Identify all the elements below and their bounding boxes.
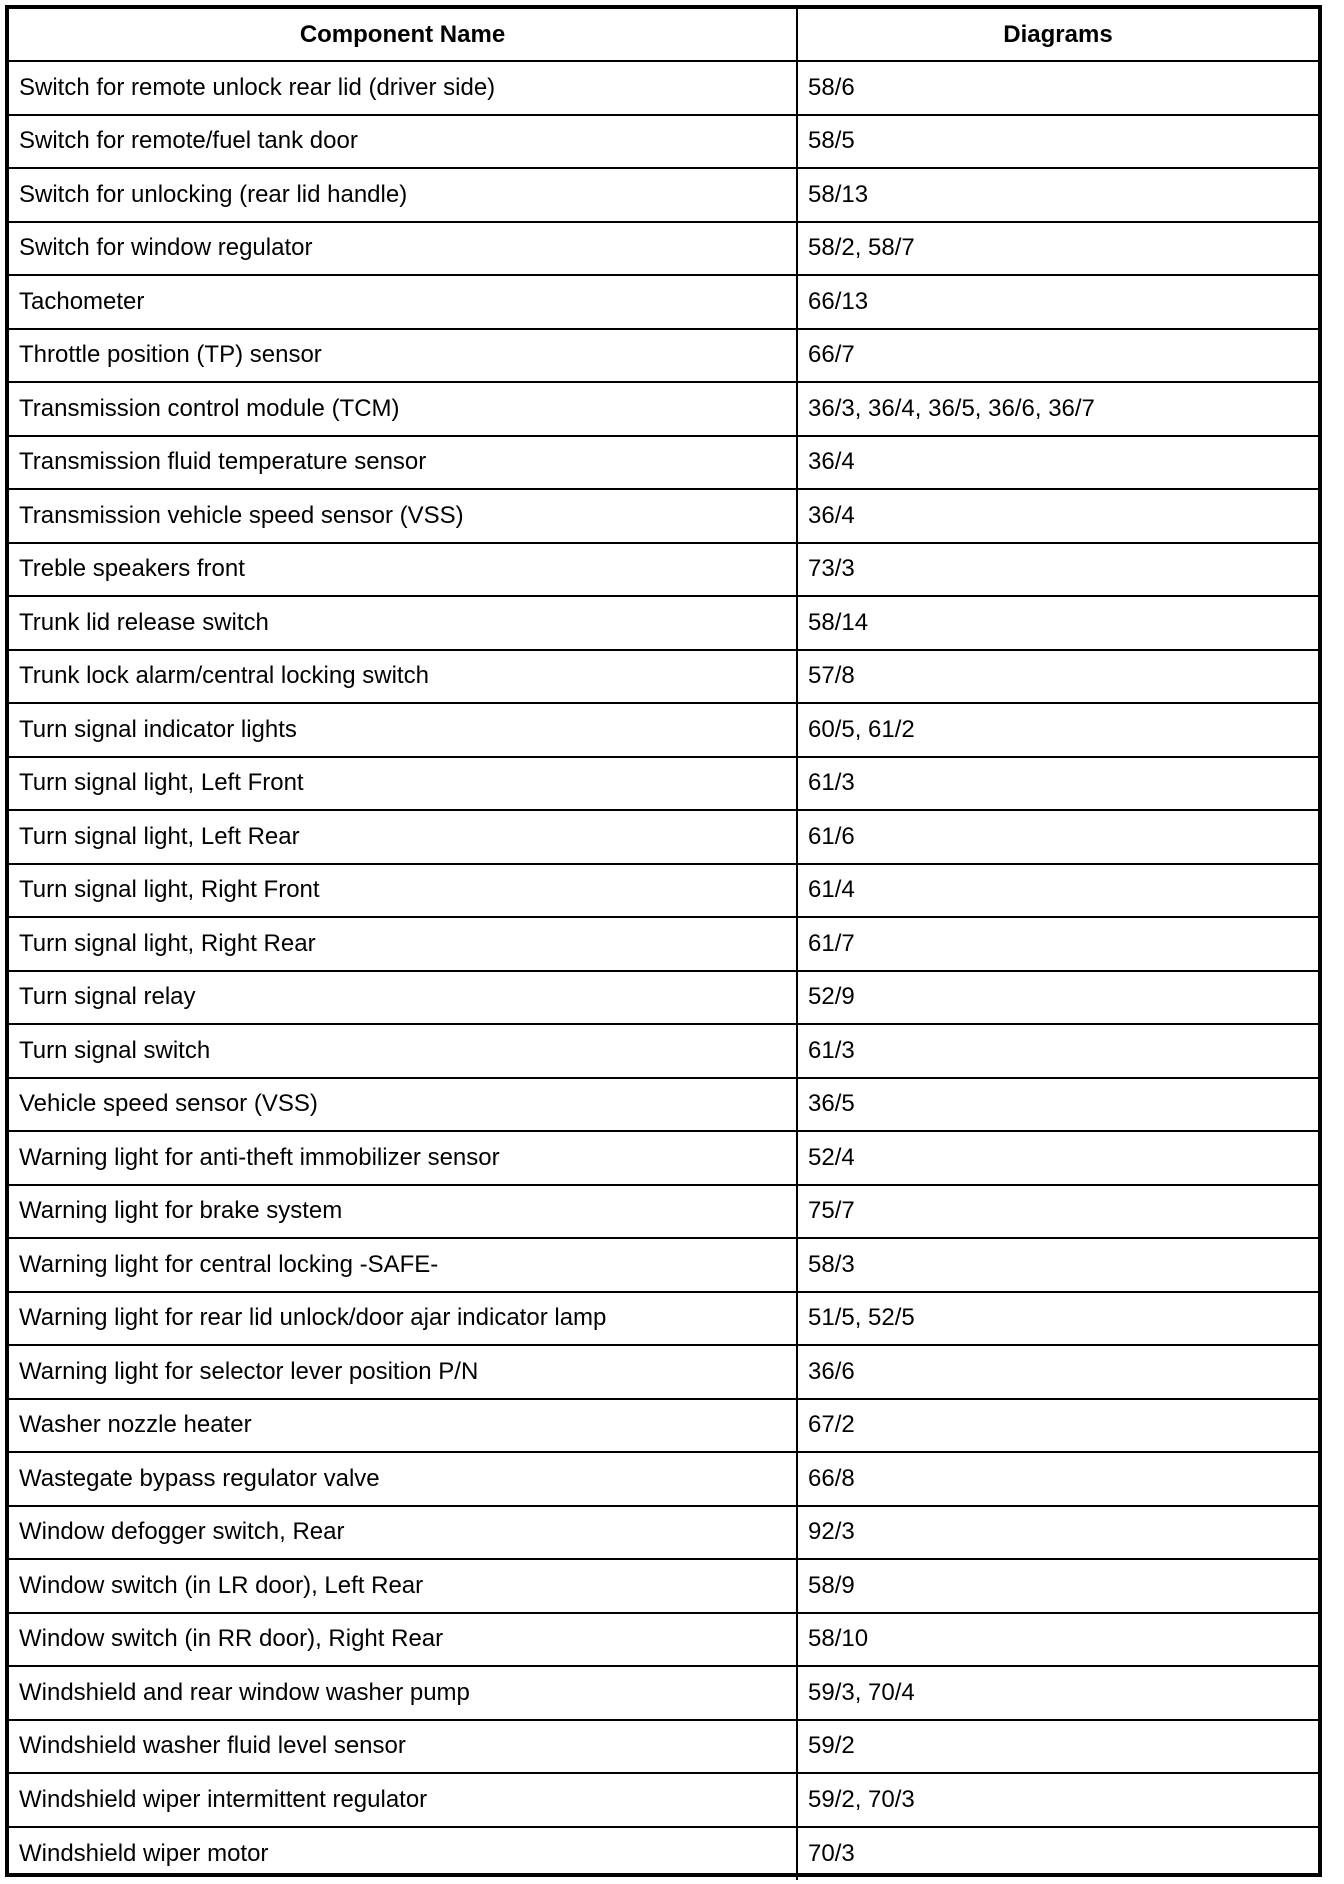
component-name-cell: Transmission control module (TCM)	[9, 382, 797, 436]
table-row	[9, 971, 1318, 1025]
table-row	[9, 1452, 1318, 1506]
table-row	[9, 489, 1318, 543]
diagrams-cell: 59/2	[797, 1720, 1318, 1774]
component-name-cell: Windshield washer fluid level sensor	[9, 1720, 797, 1774]
component-name-cell: Treble speakers front	[9, 543, 797, 597]
diagrams-cell: 66/8	[797, 1452, 1318, 1506]
diagrams-cell: 70/3	[797, 1827, 1318, 1881]
diagrams-cell: 59/2, 70/3	[797, 1773, 1318, 1827]
component-name-cell: Turn signal switch	[9, 1024, 797, 1078]
table-row	[9, 596, 1318, 650]
table-row	[9, 757, 1318, 811]
component-name-cell: Transmission vehicle speed sensor (VSS)	[9, 489, 797, 543]
component-name-cell: Warning light for rear lid unlock/door ajar indicator lamp	[9, 1292, 797, 1346]
component-name-cell: Turn signal light, Right Front	[9, 864, 797, 918]
component-name-cell: Turn signal indicator lights	[9, 703, 797, 757]
diagrams-cell: 58/9	[797, 1559, 1318, 1613]
component-name-cell: Trunk lid release switch	[9, 596, 797, 650]
table-row	[9, 1345, 1318, 1399]
table-header-row	[9, 9, 1318, 61]
table-row	[9, 1399, 1318, 1453]
table-row	[9, 1292, 1318, 1346]
table-body	[9, 61, 1318, 1880]
diagrams-cell: 36/6	[797, 1345, 1318, 1399]
diagrams-cell: 67/2	[797, 1399, 1318, 1453]
component-name-cell: Wastegate bypass regulator valve	[9, 1452, 797, 1506]
table-row	[9, 1613, 1318, 1667]
table-row	[9, 222, 1318, 276]
component-name-cell: Switch for unlocking (rear lid handle)	[9, 168, 797, 222]
component-name-cell: Throttle position (TP) sensor	[9, 329, 797, 383]
diagrams-cell: 58/13	[797, 168, 1318, 222]
component-name-cell: Trunk lock alarm/central locking switch	[9, 650, 797, 704]
table-row	[9, 275, 1318, 329]
diagrams-cell: 60/5, 61/2	[797, 703, 1318, 757]
component-name-cell: Transmission fluid temperature sensor	[9, 436, 797, 490]
diagrams-cell: 52/4	[797, 1131, 1318, 1185]
component-diagram-table	[9, 9, 1318, 1880]
component-name-cell: Window switch (in RR door), Right Rear	[9, 1613, 797, 1667]
diagrams-cell: 57/8	[797, 650, 1318, 704]
diagrams-cell: 61/4	[797, 864, 1318, 918]
component-name-cell: Warning light for selector lever position P/N	[9, 1345, 797, 1399]
table-row	[9, 1720, 1318, 1774]
table-row	[9, 382, 1318, 436]
table-row	[9, 1827, 1318, 1881]
table-row	[9, 329, 1318, 383]
component-name-cell: Turn signal light, Right Rear	[9, 917, 797, 971]
table-row	[9, 917, 1318, 971]
table-row	[9, 436, 1318, 490]
diagrams-cell: 58/2, 58/7	[797, 222, 1318, 276]
component-name-cell: Warning light for anti-theft immobilizer sensor	[9, 1131, 797, 1185]
component-name-cell: Switch for remote unlock rear lid (driver side)	[9, 61, 797, 115]
table-row	[9, 168, 1318, 222]
header-component-name: Component Name	[9, 9, 797, 61]
component-name-cell: Switch for window regulator	[9, 222, 797, 276]
diagrams-cell: 36/4	[797, 436, 1318, 490]
table-row	[9, 1773, 1318, 1827]
component-name-cell: Window switch (in LR door), Left Rear	[9, 1559, 797, 1613]
diagrams-cell: 58/3	[797, 1238, 1318, 1292]
diagrams-cell: 61/3	[797, 1024, 1318, 1078]
diagrams-cell: 59/3, 70/4	[797, 1666, 1318, 1720]
diagrams-cell: 36/5	[797, 1078, 1318, 1132]
table-row	[9, 703, 1318, 757]
table-row	[9, 1238, 1318, 1292]
diagrams-cell: 66/13	[797, 275, 1318, 329]
table-row	[9, 1131, 1318, 1185]
diagrams-cell: 36/3, 36/4, 36/5, 36/6, 36/7	[797, 382, 1318, 436]
table-row	[9, 61, 1318, 115]
table-row	[9, 1078, 1318, 1132]
header-diagrams: Diagrams	[797, 9, 1318, 61]
diagrams-cell: 58/5	[797, 115, 1318, 169]
diagrams-cell: 58/10	[797, 1613, 1318, 1667]
table-row	[9, 864, 1318, 918]
diagrams-cell: 66/7	[797, 329, 1318, 383]
diagrams-cell: 61/3	[797, 757, 1318, 811]
diagrams-cell: 52/9	[797, 971, 1318, 1025]
component-name-cell: Windshield and rear window washer pump	[9, 1666, 797, 1720]
component-name-cell: Windshield wiper intermittent regulator	[9, 1773, 797, 1827]
component-name-cell: Switch for remote/fuel tank door	[9, 115, 797, 169]
table-row	[9, 115, 1318, 169]
table-row	[9, 1024, 1318, 1078]
table-row	[9, 1506, 1318, 1560]
table-row	[9, 810, 1318, 864]
diagrams-cell: 58/6	[797, 61, 1318, 115]
diagrams-cell: 61/7	[797, 917, 1318, 971]
component-name-cell: Turn signal light, Left Front	[9, 757, 797, 811]
diagrams-cell: 58/14	[797, 596, 1318, 650]
table-row	[9, 1559, 1318, 1613]
component-name-cell: Turn signal light, Left Rear	[9, 810, 797, 864]
diagrams-cell: 36/4	[797, 489, 1318, 543]
component-name-cell: Turn signal relay	[9, 971, 797, 1025]
diagrams-cell: 51/5, 52/5	[797, 1292, 1318, 1346]
table-row	[9, 1185, 1318, 1239]
diagrams-cell: 75/7	[797, 1185, 1318, 1239]
diagrams-cell: 61/6	[797, 810, 1318, 864]
component-name-cell: Windshield wiper motor	[9, 1827, 797, 1881]
component-name-cell: Vehicle speed sensor (VSS)	[9, 1078, 797, 1132]
component-name-cell: Warning light for brake system	[9, 1185, 797, 1239]
table-row	[9, 650, 1318, 704]
component-table-wrapper	[5, 5, 1322, 1877]
diagrams-cell: 73/3	[797, 543, 1318, 597]
component-name-cell: Tachometer	[9, 275, 797, 329]
component-name-cell: Washer nozzle heater	[9, 1399, 797, 1453]
component-name-cell: Warning light for central locking -SAFE-	[9, 1238, 797, 1292]
diagrams-cell: 92/3	[797, 1506, 1318, 1560]
component-name-cell: Window defogger switch, Rear	[9, 1506, 797, 1560]
table-row	[9, 1666, 1318, 1720]
table-row	[9, 543, 1318, 597]
